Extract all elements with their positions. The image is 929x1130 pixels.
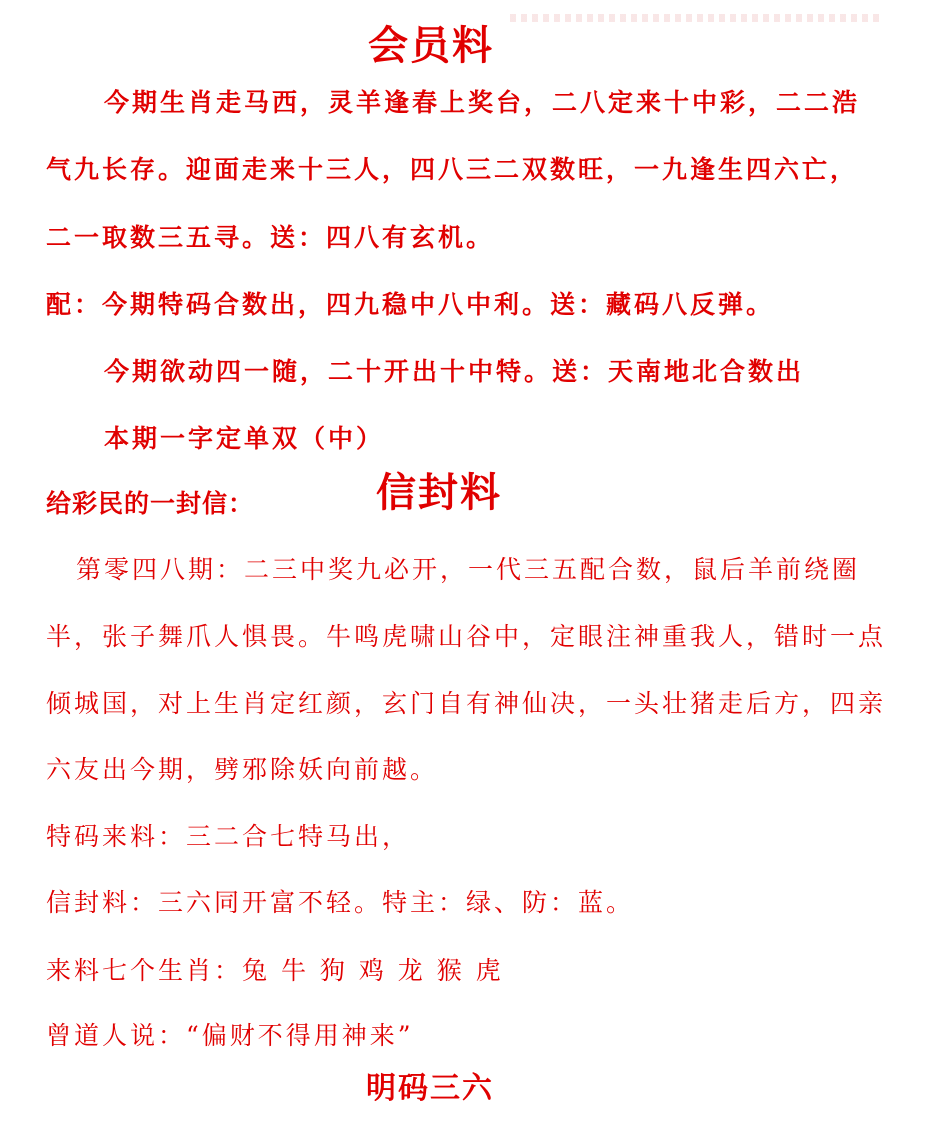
- member-para-line-2: 气九长存。迎面走来十三人，四八三二双数旺，一九逢生四六亡，: [46, 155, 859, 184]
- special-source-line: 特码来料：三二合七特马出，: [46, 822, 411, 851]
- scan-noise: [510, 14, 880, 22]
- member-title: 会员料: [368, 22, 494, 69]
- letter-label: 给彩民的一封信：: [46, 489, 255, 518]
- envelope-note-line: 信封料：三六同开富不轻。特主：绿、防：蓝。: [46, 888, 635, 917]
- pei-line-2: 今期欲动四一随，二十开出十中特。送：天南地北合数出: [104, 357, 805, 386]
- single-double-line: 本期一字定单双（中）: [104, 424, 385, 453]
- envelope-para-line-4: 六友出今期，劈邪除妖向前越。: [46, 755, 439, 784]
- taoist-saying-line: 曾道人说：“偏财不得用神来”: [46, 1021, 414, 1050]
- envelope-title: 信封料: [376, 469, 502, 516]
- envelope-para-line-3: 倾城国，对上生肖定红颜，玄门自有神仙决，一头壮猪走后方，四亲: [46, 689, 887, 718]
- member-para-line-1: 今期生肖走马西，灵羊逢春上奖台，二八定来十中彩，二二浩: [104, 88, 861, 117]
- pei-line: 配：今期特码合数出，四九稳中八中利。送：藏码八反弹。: [46, 290, 775, 319]
- bottom-title: 明码三六: [366, 1071, 494, 1106]
- envelope-para-line-1: 第零四八期：二三中奖九必开，一代三五配合数，鼠后羊前绕圈: [76, 555, 861, 584]
- envelope-para-line-2: 半，张子舞爪人惧畏。牛鸣虎啸山谷中，定眼注神重我人，错时一点: [46, 622, 887, 651]
- seven-zodiacs-line: 来料七个生肖：兔 牛 狗 鸡 龙 猴 虎: [46, 956, 504, 985]
- member-para-line-3: 二一取数三五寻。送：四八有玄机。: [46, 223, 495, 252]
